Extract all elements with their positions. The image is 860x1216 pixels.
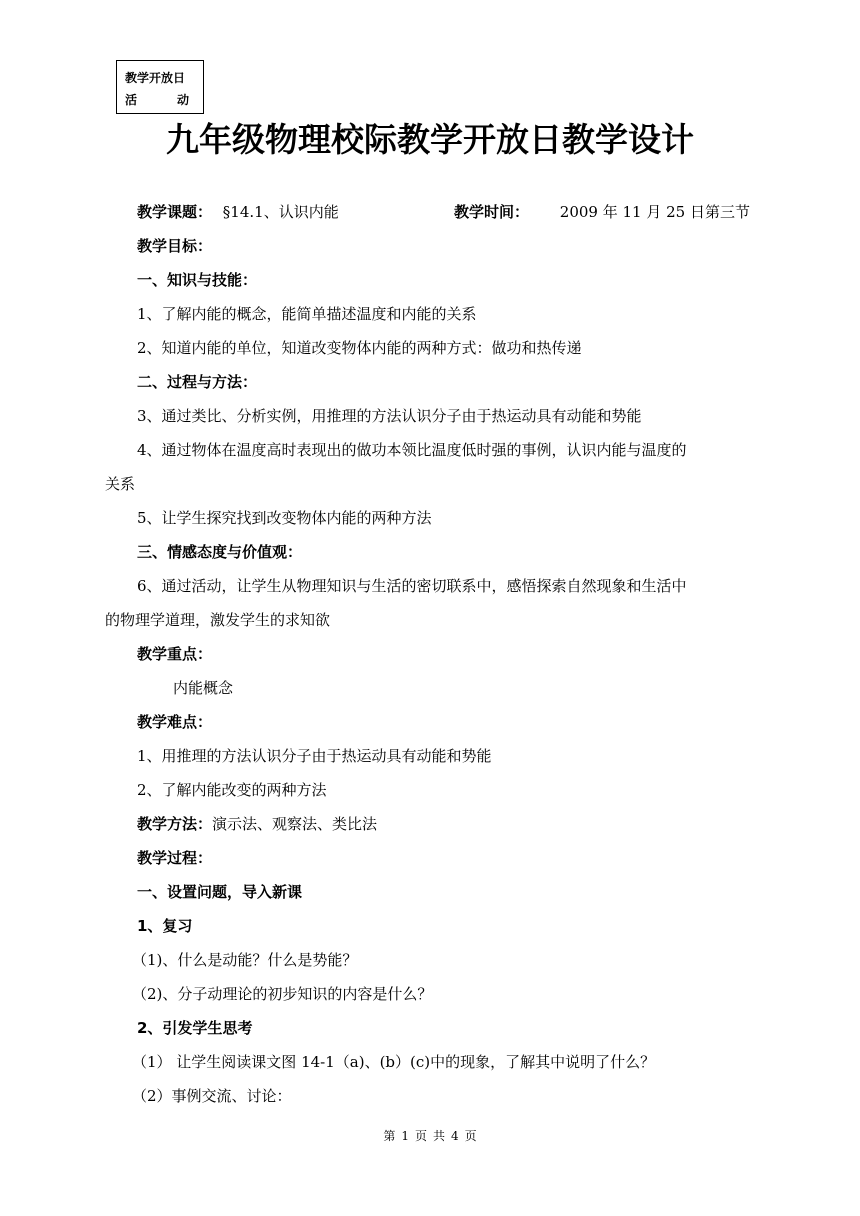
key-point-value: 内能概念 [173,679,234,697]
method-label: 教学方法： [137,815,213,833]
think-heading: 2、引发学生思考 [137,1019,253,1037]
knowledge-skills-heading: 一、知识与技能： [137,271,258,289]
difficulty-item-1: 1、用推理的方法认识分子由于热运动具有动能和势能 [137,747,492,765]
topic-value: §14.1、认识内能 [222,203,339,221]
process-methods-heading: 二、过程与方法： [137,373,258,391]
review-question-2: （2)、分子动理论的初步知识的内容是什么？ [132,985,433,1003]
review-question-1: （1)、什么是动能？什么是势能？ [132,951,358,969]
activity-label-line1: 教学开放日 [125,71,186,85]
footer-total-word: 共 [433,1129,446,1143]
think-item-1: （1） 让学生阅读课文图 14-1（a)、(b）(c)中的现象，了解其中说明了什么？ [132,1053,656,1071]
objective-item-6-line1: 6、通过活动，让学生从物理知识与生活的密切联系中，感悟探索自然现象和生活中 [137,577,687,595]
method-value: 演示法、观察法、类比法 [212,815,378,833]
document-title: 九年级物理校际教学开放日教学设计 [166,120,694,159]
key-point-label: 教学重点： [137,645,213,663]
objectives-heading: 教学目标： [137,237,213,255]
page-footer [0,1128,860,1144]
time-label: 教学时间： [454,203,530,221]
footer-total-number: 4 [451,1129,459,1143]
objective-item-2: 2、知道内能的单位，知道改变物体内能的两种方式：做功和热传递 [137,339,582,357]
objective-item-1: 1、了解内能的概念，能简单描述温度和内能的关系 [137,305,477,323]
activity-label-line2 [125,89,189,111]
difficulty-label: 教学难点： [137,713,213,731]
attitude-values-heading: 三、情感态度与价值观： [137,543,303,561]
difficulty-item-2: 2、了解内能改变的两种方法 [137,781,327,799]
footer-page-number: 1 [401,1129,409,1143]
method-row [137,814,377,834]
footer-page-unit: 页 [414,1129,427,1143]
activity-label-char1: 活 [125,93,138,107]
topic-label: 教学课题： [137,203,213,221]
objective-item-3: 3、通过类比、分析实例，用推理的方法认识分子由于热运动具有动能和势能 [137,407,642,425]
think-item-2: （2）事例交流、讨论： [132,1087,292,1105]
time-value: 2009 年 11 月 25 日第三节 [559,203,750,221]
time-row [454,202,750,222]
objective-item-4-line2: 关系 [105,475,136,493]
objective-item-5: 5、让学生探究找到改变物体内能的两种方法 [137,509,432,527]
footer-total-unit: 页 [464,1129,477,1143]
activity-label-box [116,60,204,114]
objective-item-4-line1: 4、通过物体在温度高时表现出的做功本领比温度低时强的事例，认识内能与温度的 [137,441,687,459]
part1-heading: 一、设置问题，导入新课 [137,883,303,901]
activity-label-char2: 动 [176,93,189,107]
review-heading: 1、复习 [137,917,193,935]
objective-item-6-line2: 的物理学道理，激发学生的求知欲 [105,611,331,629]
process-label: 教学过程： [137,849,213,867]
meta-row [137,202,339,222]
footer-page-word: 第 [383,1129,396,1143]
